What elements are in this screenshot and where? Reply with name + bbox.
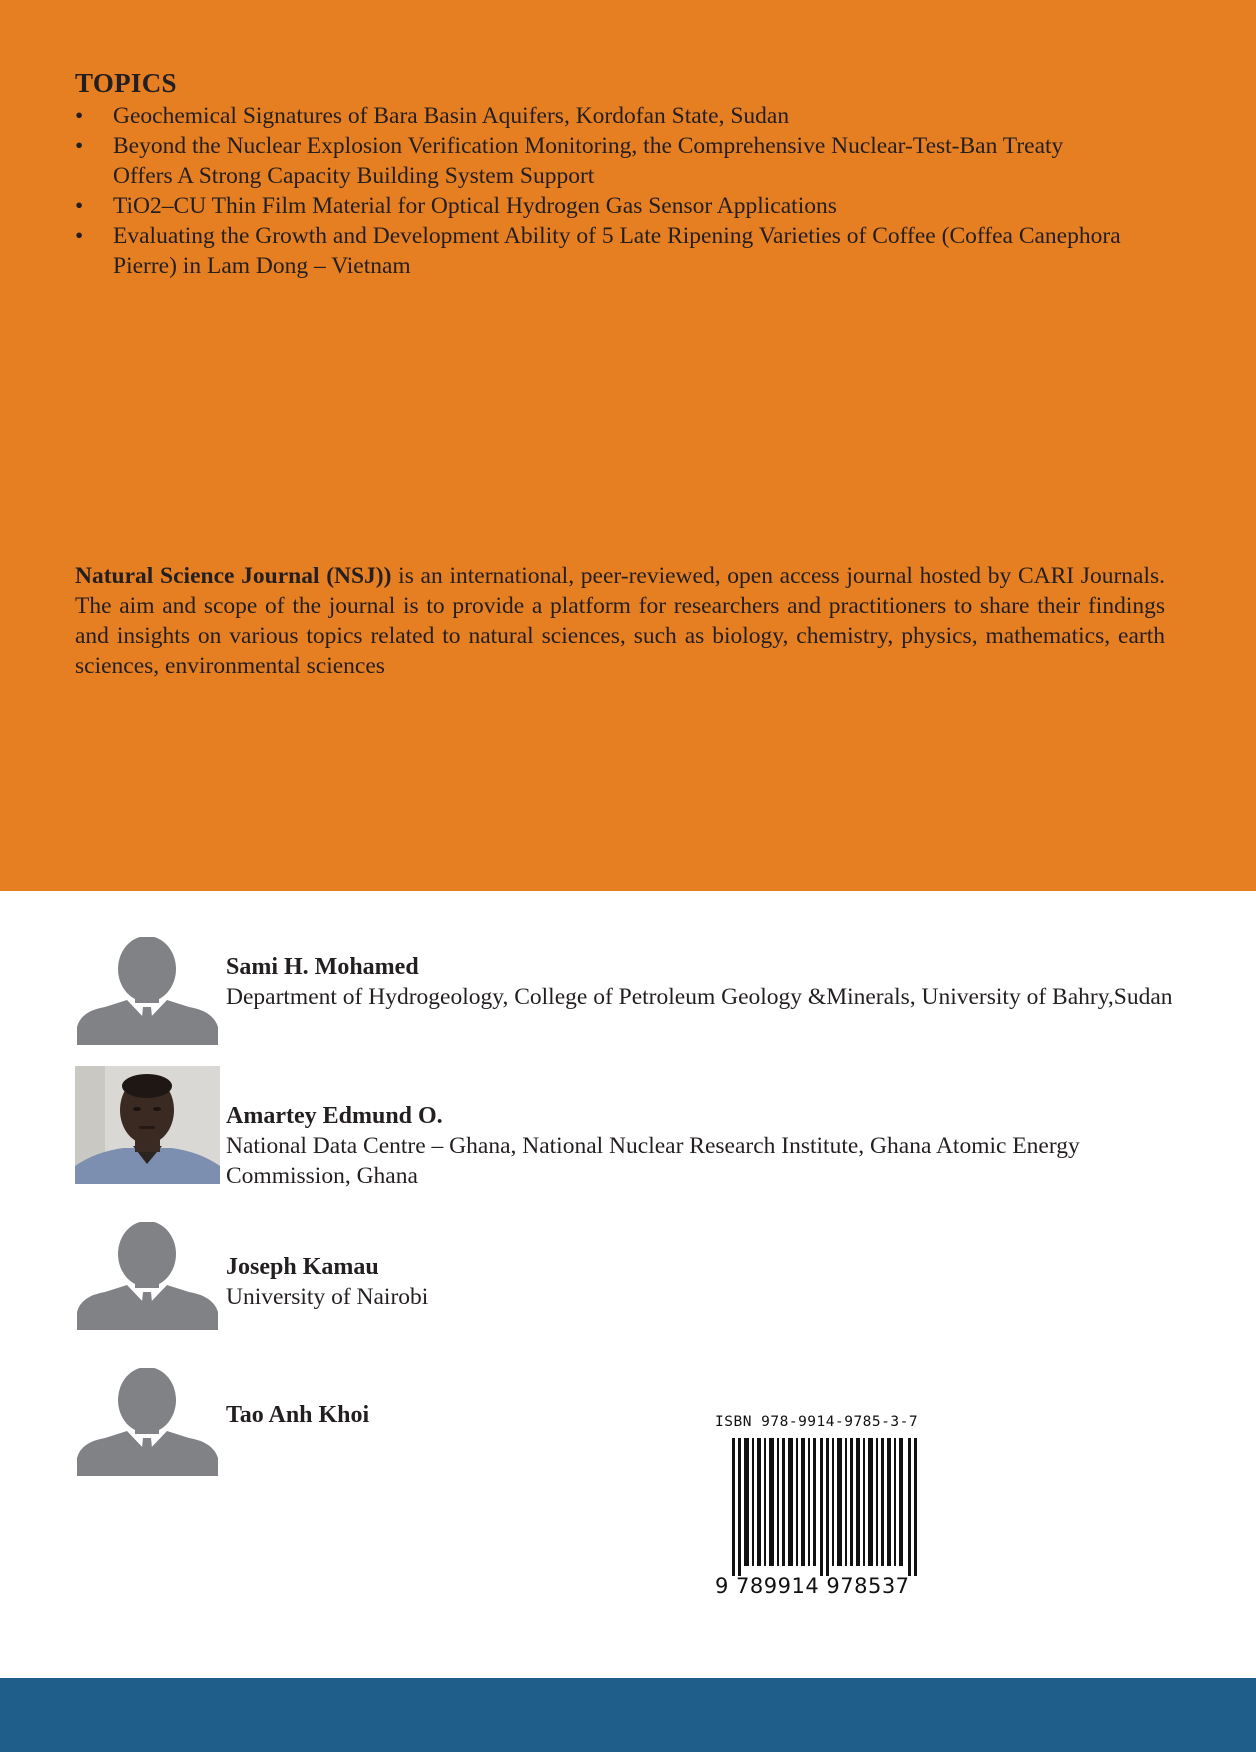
topic-text: TiO2–CU Thin Film Material for Optical Hydrogen Gas Sensor Applications [113, 193, 837, 219]
topic-text: Geochemical Signatures of Bara Basin Aquifers, Kordofan State, Sudan [113, 103, 790, 129]
topic-text: Beyond the Nuclear Explosion Verification Monitoring, the Comprehensive Nuclear-Test-Ban Treaty [113, 133, 1064, 159]
author-name: Sami H. Mohamed [226, 954, 419, 980]
bullet-icon: • [75, 193, 84, 219]
author-entry [75, 1066, 1175, 1189]
topic-item [75, 131, 1165, 191]
topic-text: Evaluating the Growth and Development Ability of 5 Late Ripening Varieties of Coffee (Coffea Canephora [113, 223, 1121, 249]
journal-name: Natural Science Journal (NSJ)) [75, 563, 392, 589]
topics-list [75, 101, 1165, 281]
bullet-icon: • [75, 133, 84, 159]
silhouette-icon [75, 937, 220, 1057]
journal-description-text: is an international, peer-reviewed, open access journal hosted by CARI Journals. The aim and scope of the journal is to provide a platform for researchers and practitioners to share their findings and insights on various topics related to natural sciences, such as biology, chemistry, physics, mathematics, earth sciences, environmental sciences [75, 563, 1165, 679]
silhouette-icon [75, 1368, 220, 1488]
topics-heading: TOPICS [75, 68, 177, 98]
topic-item [75, 221, 1165, 281]
author-name: Tao Anh Khoi [226, 1402, 370, 1428]
bullet-icon: • [75, 103, 84, 129]
topic-item [75, 191, 1165, 221]
author-entry [75, 1222, 1175, 1342]
author-entry [75, 937, 1175, 1057]
author-name: Joseph Kamau [226, 1254, 379, 1280]
portrait-photo [75, 1066, 220, 1186]
silhouette-icon [75, 1222, 220, 1342]
author-affiliation: University of Nairobi [226, 1284, 429, 1310]
isbn-barcode [714, 1414, 934, 1599]
topic-text-continued: Pierre) in Lam Dong – Vietnam [113, 253, 411, 279]
ean-digits: 9 789914 978537 [715, 1574, 910, 1598]
isbn-label: ISBN 978-9914-9785-3-7 [715, 1414, 919, 1430]
author-entry [75, 1368, 1175, 1488]
footer-band [0, 1678, 1256, 1752]
topic-item [75, 101, 1165, 131]
journal-description [75, 561, 1165, 681]
bullet-icon: • [75, 223, 84, 249]
author-affiliation: Department of Hydrogeology, College of Petroleum Geology &Minerals, University of Bahry,Sudan [226, 984, 1173, 1010]
barcode-bars-icon [732, 1438, 922, 1576]
author-affiliation: National Data Centre – Ghana, National Nuclear Research Institute, Ghana Atomic Energy Commission, Ghana [226, 1133, 1080, 1189]
author-name: Amartey Edmund O. [226, 1103, 443, 1129]
topic-text-continued: Offers A Strong Capacity Building System Support [113, 163, 595, 189]
